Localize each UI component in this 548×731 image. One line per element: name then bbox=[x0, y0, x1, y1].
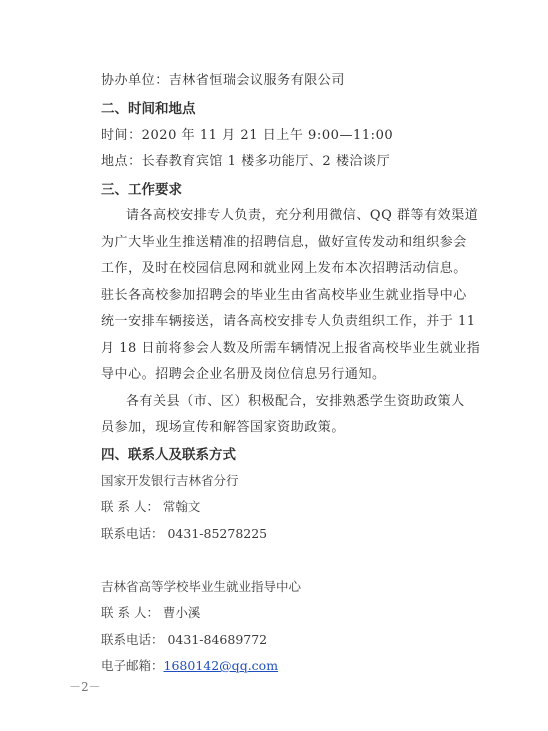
requirements-paragraph-line: 统一安排车辆接送，请各高校安排专人负责组织工作，并于 11 bbox=[101, 314, 476, 329]
event-time: 时间：2020 年 11 月 21 日上午 9:00—11:00 bbox=[101, 128, 394, 143]
contact-2-person: 联 系 人： 曹小溪 bbox=[101, 605, 201, 620]
requirements-paragraph-line: 月 18 日前将参会人数及所需车辆情况上报省高校毕业生就业指 bbox=[101, 341, 481, 356]
contact-1-phone: 联系电话： 0431-85278225 bbox=[101, 526, 268, 541]
cooperation-paragraph-line: 各有关县（市、区）积极配合，安排熟悉学生资助政策人 bbox=[126, 394, 465, 409]
email-label: 电子邮箱： bbox=[101, 658, 164, 673]
contact-2-org: 吉林省高等学校毕业生就业指导中心 bbox=[101, 579, 302, 594]
contact-2-phone: 联系电话： 0431-84689772 bbox=[101, 632, 268, 647]
contact-1-person: 联 系 人： 常翰文 bbox=[101, 499, 201, 514]
requirements-paragraph-line: 请各高校安排专人负责，充分利用微信、QQ 群等有效渠道 bbox=[126, 208, 479, 223]
section-2-heading: 二、时间和地点 bbox=[101, 101, 196, 117]
event-place: 地点：长春教育宾馆 1 楼多功能厅、2 楼洽谈厅 bbox=[101, 154, 391, 169]
requirements-paragraph-line: 驻长各高校参加招聘会的毕业生由省高校毕业生就业指导中心 bbox=[101, 288, 467, 303]
requirements-paragraph-line: 导中心。招聘会企业名册及岗位信息另行通知。 bbox=[101, 367, 386, 382]
contact-2-email-row bbox=[101, 657, 278, 675]
co-organizer-line: 协办单位：吉林省恒瑞会议服务有限公司 bbox=[101, 73, 345, 88]
requirements-paragraph-line: 为广大毕业生推送精准的招聘信息，做好宣传发动和组织参会 bbox=[101, 235, 467, 250]
email-link[interactable]: 1680142@qq.com bbox=[163, 658, 279, 673]
cooperation-paragraph-line: 员参加，现场宣传和解答国家资助政策。 bbox=[101, 420, 345, 435]
section-4-heading: 四、联系人及联系方式 bbox=[101, 447, 236, 463]
contact-1-org: 国家开发银行吉林省分行 bbox=[101, 473, 239, 488]
section-3-heading: 三、工作要求 bbox=[101, 182, 182, 198]
page-number: －2－ bbox=[69, 680, 101, 694]
requirements-paragraph-line: 工作，及时在校园信息网和就业网上发布本次招聘活动信息。 bbox=[101, 261, 467, 276]
